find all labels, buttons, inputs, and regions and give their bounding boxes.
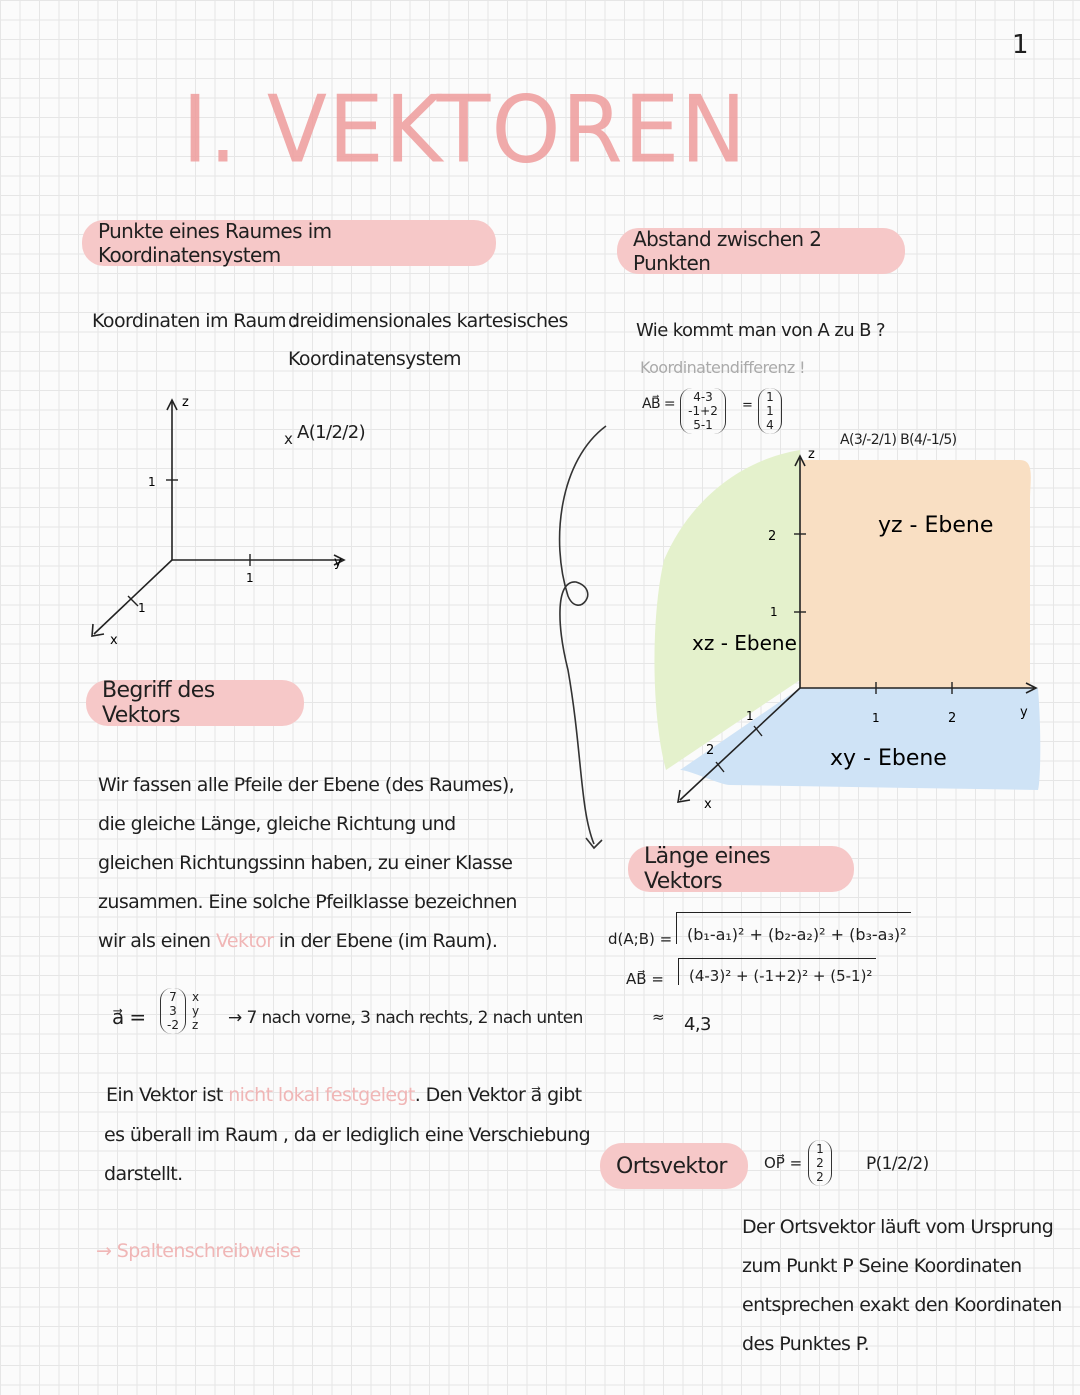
points-a-b: A(3/-2/1) B(4/-1/5)	[840, 432, 957, 448]
vector-a-matrix	[160, 988, 186, 1034]
vector-a-axis: x	[192, 990, 200, 1004]
text-lokal-3: darstellt.	[104, 1163, 183, 1185]
ab-result-row: 4	[766, 418, 774, 432]
text-begriff-5	[98, 930, 497, 952]
op-matrix	[808, 1140, 832, 1186]
heading-abstand-text: Abstand zwischen 2 Punkten	[633, 227, 822, 275]
text-orts-2: zum Punkt P Seine Koordinaten	[742, 1255, 1022, 1277]
length-result: 4,3	[684, 1014, 711, 1035]
text-begriff-5b: in der Ebene (im Raum).	[278, 930, 498, 952]
highlight-vektor: Vektor	[215, 930, 274, 952]
ab-length-rhs-text: (4-3)² + (-1+2)² + (5-1)²	[689, 967, 873, 985]
vector-a-row: -2	[167, 1018, 179, 1032]
text-begriff-4: zusammen. Eine solche Pfeilklasse bezeichnen	[98, 891, 517, 913]
text-begriff-2: die gleiche Länge, gleiche Richtung und	[98, 813, 456, 835]
axis-y-label: y	[334, 555, 342, 570]
heading-punkte-text: Punkte eines Raumes im Koordinatensystem	[98, 219, 332, 267]
spalten-text: → Spaltenschreibweise	[96, 1240, 301, 1262]
point-a-marker: x	[284, 430, 293, 448]
yz-plane-label: yz - Ebene	[878, 513, 994, 538]
text-lokal-1b: . Den Vektor a⃗ gibt	[414, 1084, 582, 1106]
xy-plane-label: xy - Ebene	[830, 746, 947, 771]
text-lokal-2: es überall im Raum , da er lediglich eine Verschiebung	[104, 1124, 591, 1146]
coord-desc-1: dreidimensionales kartesisches	[288, 310, 568, 332]
heading-abstand	[617, 228, 905, 274]
heading-begriff-text: Begriff des Vektors	[102, 678, 215, 728]
page-number: 1	[1012, 30, 1028, 60]
plane-tick-y1: 1	[872, 711, 880, 725]
plane-tick-x2: 2	[706, 743, 715, 758]
text-orts-1: Der Ortsvektor läuft vom Ursprung	[742, 1216, 1054, 1238]
point-p-label: P(1/2/2)	[866, 1154, 929, 1174]
heading-ortsvektor	[600, 1143, 748, 1189]
ab-equals: =	[742, 398, 753, 413]
ab-diff-row: 5-1	[693, 418, 713, 432]
text-orts-4: des Punktes P.	[742, 1333, 870, 1355]
text-begriff-5a: wir als einen	[98, 930, 211, 952]
length-formula-lhs: d(A;B) =	[608, 930, 673, 948]
text-begriff-1: Wir fassen alle Pfeile der Ebene (des Raumes),	[98, 774, 515, 796]
spalten-link	[96, 1240, 301, 1262]
heading-begriff	[86, 680, 304, 726]
plane-tick-z1: 1	[770, 605, 778, 619]
text-orts-3: entsprechen exakt den Koordinaten	[742, 1294, 1062, 1316]
vector-a-desc: → 7 nach vorne, 3 nach rechts, 2 nach unten	[228, 1008, 583, 1028]
vector-a-axis: z	[192, 1018, 199, 1032]
highlight-lokal: nicht lokal festgelegt	[228, 1084, 415, 1106]
xz-plane-label: xz - Ebene	[692, 631, 797, 655]
text-lokal-1a: Ein Vektor ist	[106, 1084, 223, 1106]
approx-sign: ≈	[652, 1008, 665, 1026]
heading-laenge-text: Länge eines Vektors	[644, 844, 771, 894]
ab-result-matrix	[758, 388, 782, 434]
question-a-b: Wie kommt man von A zu B ?	[636, 320, 885, 341]
op-label: OP⃗ =	[764, 1154, 803, 1172]
op-row: 1	[816, 1142, 824, 1156]
koordinatendifferenz: Koordinatendifferenz !	[640, 358, 805, 377]
op-row: 2	[816, 1156, 824, 1170]
ab-label: AB⃗ =	[642, 396, 675, 412]
plane-tick-y2: 2	[948, 711, 957, 726]
text-lokal-1	[106, 1084, 582, 1106]
ab-length-lhs: AB⃗ =	[626, 970, 664, 988]
planes-diagram	[650, 440, 1050, 820]
length-formula-rhs	[676, 912, 911, 944]
vector-a-row: 3	[169, 1004, 177, 1018]
length-formula-rhs-text: (b₁-a₁)² + (b₂-a₂)² + (b₃-a₃)²	[687, 925, 907, 944]
ab-length-rhs	[678, 958, 876, 985]
curly-brace-arrow	[550, 420, 620, 860]
ab-result-row: 1	[766, 404, 774, 418]
plane-z-label: z	[808, 447, 815, 462]
text-begriff-3: gleichen Richtungssinn haben, zu einer Klasse	[98, 852, 513, 874]
axis-z-label: z	[182, 395, 189, 410]
tick-z-1: 1	[148, 475, 156, 489]
tick-y-1: 1	[246, 571, 254, 585]
vector-a-axis: y	[192, 1004, 200, 1018]
coord-label: Koordinaten im Raum :	[92, 310, 298, 332]
plane-tick-z2: 2	[768, 529, 777, 544]
plane-y-label: y	[1020, 705, 1028, 720]
heading-punkte	[82, 220, 496, 266]
tick-x-1: 1	[138, 601, 146, 615]
heading-ortsvektor-text: Ortsvektor	[616, 1153, 727, 1179]
vector-a-axes	[192, 990, 199, 1032]
ab-diff-row: -1+2	[688, 404, 718, 418]
plane-tick-x1: 1	[746, 709, 754, 723]
axis-x-label: x	[110, 633, 118, 648]
ab-diff-row: 4-3	[693, 390, 713, 404]
page-title: I. VEKTOREN	[182, 75, 748, 184]
ab-diff-matrix	[680, 388, 726, 434]
heading-laenge	[628, 846, 854, 892]
plane-x-label: x	[704, 797, 712, 812]
vector-a-row: 7	[169, 990, 177, 1004]
coord-desc-2: Koordinatensystem	[288, 348, 461, 370]
ab-result-row: 1	[766, 390, 774, 404]
vector-a-name: a⃗ =	[112, 1005, 146, 1029]
point-a-label: A(1/2/2)	[297, 422, 366, 443]
op-row: 2	[816, 1170, 824, 1184]
